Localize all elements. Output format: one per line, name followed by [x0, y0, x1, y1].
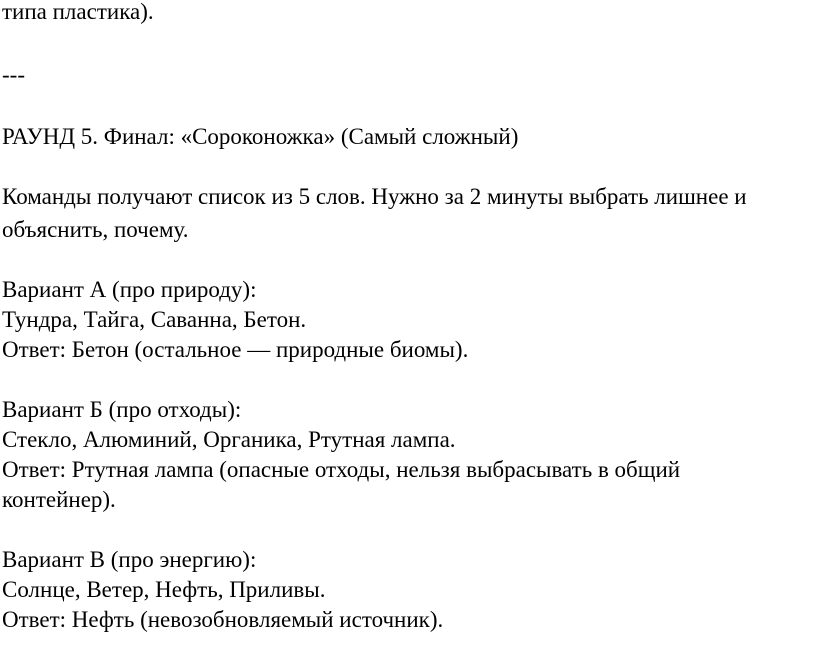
separator-line: --- [2, 62, 25, 87]
variant-a-heading: Вариант А (про природу): [2, 277, 257, 302]
variant-c-answer: Ответ: Нефть (невозобновляемый источник). [2, 607, 444, 632]
instructions-line-2: объяснить, почему. [2, 217, 189, 242]
variant-b-answer-line-1: Ответ: Ртутная лампа (опасные отходы, нельзя выбрасывать в общий [2, 457, 681, 482]
variant-c-heading: Вариант В (про энергию): [2, 547, 257, 572]
variant-b-answer-line-2: контейнер). [2, 487, 116, 512]
variant-b-heading: Вариант Б (про отходы): [2, 397, 242, 422]
text-line-continuation: типа пластика). [2, 0, 154, 24]
variant-a-answer: Ответ: Бетон (остальное — природные биомы). [2, 337, 469, 362]
instructions-line-1: Команды получают список из 5 слов. Нужно за 2 минуты выбрать лишнее и [2, 184, 747, 209]
variant-b-words: Стекло, Алюминий, Органика, Ртутная лампа. [2, 427, 456, 452]
variant-a-words: Тундра, Тайга, Саванна, Бетон. [2, 307, 307, 332]
round-heading: РАУНД 5. Финал: «Сороконожка» (Самый сложный) [2, 124, 519, 149]
variant-c-words: Солнце, Ветер, Нефть, Приливы. [2, 577, 326, 602]
